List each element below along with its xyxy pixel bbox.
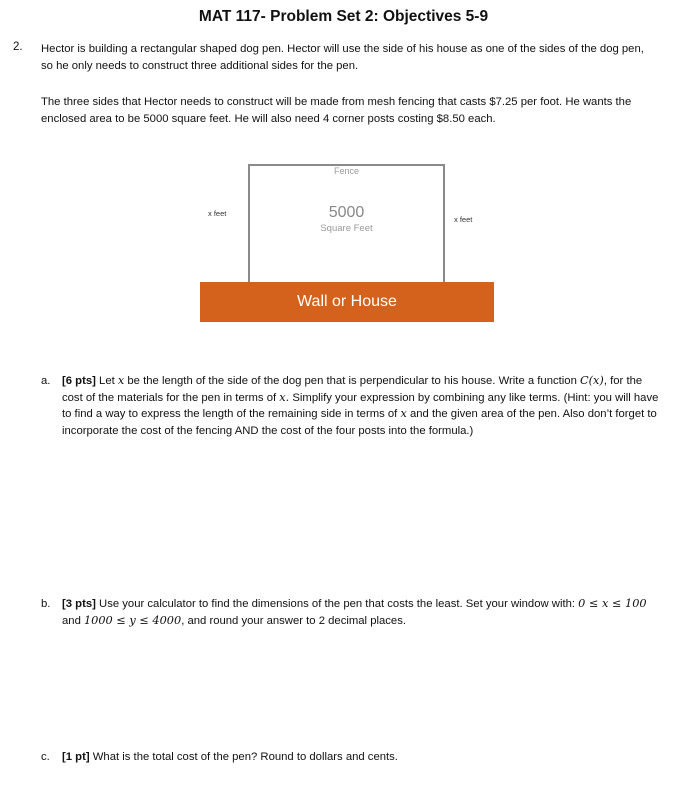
part-a-points: [6 pts] <box>62 375 96 387</box>
part-a-s1: Let <box>95 375 118 387</box>
part-a-s5: and the given area of the pen. Also don’t forget to incorporate the cost of the fencing AND the cost of the four posts into the formula.) <box>62 408 657 437</box>
part-a-m1: x <box>117 374 125 387</box>
part-b-m2: 1000 ≤ y ≤ 4000 <box>84 613 182 627</box>
page-title: MAT 117- Problem Set 2: Objectives 5-9 <box>198 8 489 25</box>
part-a-text <box>62 373 660 439</box>
problem-details: The three sides that Hector needs to construct will be made from mesh fencing that casts $7.25 per foot. He wants the enclosed area to be 5000 square feet. He will also need 4 corner posts costing $8.50 each. <box>41 96 632 125</box>
part-a-letter: a. <box>41 375 51 387</box>
part-b-s3: , and round your answer to 2 decimal places. <box>181 614 406 627</box>
part-a-m4: x <box>400 407 407 420</box>
question-number: 2. <box>13 41 23 53</box>
area-value: 5000 <box>328 204 365 221</box>
part-b-s1: Use your calculator to find the dimensions of the pen that costs the least. Set your window with: <box>95 598 579 610</box>
part-b-points: [3 pts] <box>62 598 96 610</box>
part-c-letter: c. <box>41 751 50 763</box>
part-a-s3: , for the cost of the materials for the pen in terms of <box>62 375 643 404</box>
problem-intro: Hector is building a rectangular shaped dog pen. Hector will use the side of his house as one of the sides of the dog pen, so he only needs to construct three additional sides for the pen. <box>41 43 644 72</box>
part-a-s4: Simplify your expression by combining any like terms. (Hint: you will have to find a way to express the length of the remaining side in terms of <box>62 391 659 420</box>
left-side-label: x feet <box>208 209 227 218</box>
part-a-s2: be the length of the side of the dog pen that is perpendicular to his house. Write a function <box>124 375 580 387</box>
part-b-letter: b. <box>41 598 51 610</box>
part-b-text <box>62 596 660 629</box>
part-a-m2: C(x) <box>580 374 604 387</box>
area-unit: Square Feet <box>320 223 373 234</box>
right-side-label: x feet <box>454 215 473 224</box>
wall-block: Wall or House <box>200 282 494 322</box>
part-c-points: [1 pt] <box>62 751 90 763</box>
fence-label: Fence <box>333 166 359 176</box>
part-b-s2: and <box>62 614 84 627</box>
part-a-m3: x. <box>279 390 290 404</box>
part-b-m1: 0 ≤ x ≤ 100 <box>578 597 647 610</box>
part-c-s1: What is the total cost of the pen? Round to dollars and cents. <box>89 751 398 763</box>
part-c-text <box>62 749 660 766</box>
